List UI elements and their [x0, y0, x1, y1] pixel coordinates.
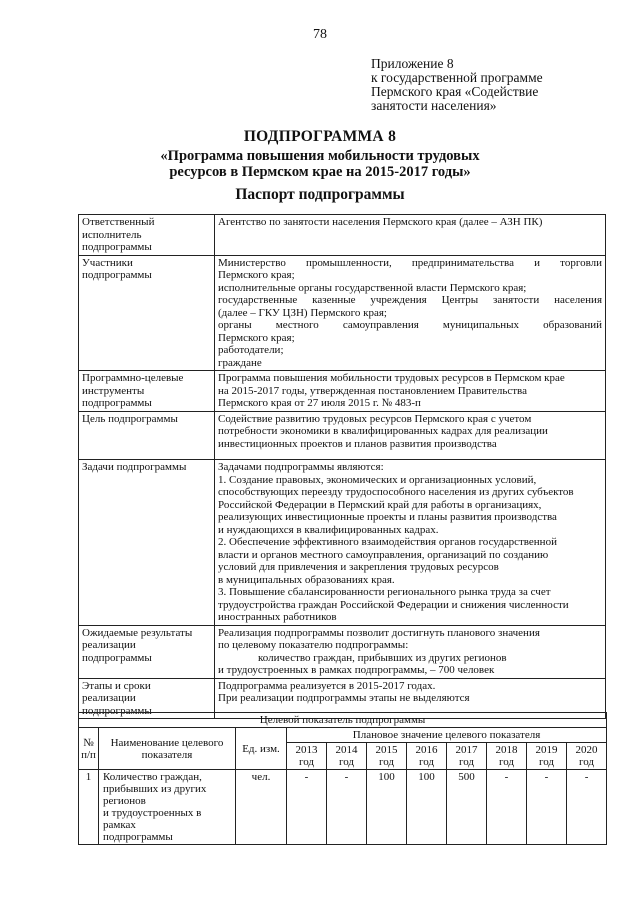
- label-line: подпрограммы: [82, 397, 152, 409]
- value-line: При реализации подпрограммы этапы не выделяются: [218, 692, 470, 704]
- label-line: Цель подпрограммы: [82, 412, 178, 425]
- year-header: 2014 год: [327, 743, 367, 770]
- value-line: органы местного самоуправления муниципальных образований: [218, 319, 602, 331]
- indicator-value: -: [487, 770, 527, 845]
- value-line: Реализация подпрограммы позволит достигнуть планового значения: [218, 626, 540, 639]
- passport-label: [79, 371, 215, 412]
- target-indicator-table: [78, 712, 607, 845]
- value-line: способствующих переезду трудоспособного населения из других субъектов: [218, 486, 574, 498]
- appendix-line: Приложение 8: [371, 56, 454, 71]
- value-line: Пермского края;: [218, 331, 295, 344]
- value-line: (далее – ГКУ ЦЗН) Пермского края;: [218, 306, 387, 319]
- indicator-value: -: [327, 770, 367, 845]
- label-line: Ожидаемые результаты: [82, 626, 193, 639]
- indicator-name-line: и трудоустроенных в рамках: [103, 807, 202, 831]
- value-line: количество граждан, прибывших из других регионов: [258, 651, 507, 664]
- appendix-note: [371, 57, 611, 113]
- passport-value: [215, 411, 606, 460]
- value-line: работодатели;: [218, 344, 284, 356]
- value-line: Содействие развитию трудовых ресурсов Пермского края с учетом: [218, 412, 532, 425]
- value-line: инвестиционных проектов и планов развития производства: [218, 437, 497, 450]
- value-line: на 2015-2017 годы, утвержденная постановлением Правительства: [218, 384, 527, 397]
- indicator-name-line: Количество граждан,: [103, 771, 202, 783]
- value-line: Министерство промышленности, предпринимательства и торговли: [218, 256, 602, 269]
- value-line: и нуждающихся в квалифицированных кадрах.: [218, 523, 439, 536]
- value-line: Пермского края;: [218, 269, 295, 281]
- passport-row-goal: [79, 411, 606, 460]
- label-line: Ответственный: [82, 216, 155, 228]
- passport-label: [79, 255, 215, 371]
- indicator-name-line: подпрограммы: [103, 831, 173, 843]
- value-line: граждане: [218, 356, 262, 369]
- indicator-name-line: регионов: [103, 795, 146, 807]
- value-line: Пермского края от 27 июля 2015 г. № 483-п: [218, 397, 421, 409]
- passport-value: [215, 215, 606, 256]
- year-header: 2019 год: [527, 743, 567, 770]
- indicator-value: -: [527, 770, 567, 845]
- value-line: Российской Федерации в Пермский край для работы в организациях,: [218, 498, 542, 511]
- passport-table: [78, 214, 606, 719]
- passport-label: [79, 625, 215, 678]
- passport-row-instruments: [79, 371, 606, 412]
- col-unit-header: Ед. изм.: [236, 728, 287, 770]
- value-line: Задачами подпрограммы являются:: [218, 461, 384, 473]
- value-line: трудоустройства граждан Российской Федерации и снижения численности: [218, 598, 569, 611]
- label-line: инструменты: [82, 384, 145, 397]
- year-header: 2015 год: [367, 743, 407, 770]
- indicator-unit: чел.: [236, 770, 287, 845]
- value-line: потребности экономики в квалифицированных кадрах для реализации: [218, 425, 548, 437]
- appendix-line: занятости населения»: [371, 98, 497, 113]
- label-line: Участники: [82, 256, 133, 269]
- passport-row-results: [79, 625, 606, 678]
- target-header-row: [79, 728, 607, 743]
- value-line: 1. Создание правовых, экономических и организационных условий,: [218, 473, 537, 486]
- passport-label: [79, 215, 215, 256]
- value-line: Агентство по занятости населения Пермского края (далее – АЗН ПК): [218, 216, 543, 228]
- value-line: иностранных работников: [218, 611, 337, 623]
- page-number: 78: [313, 27, 327, 42]
- appendix-line: Пермского края «Содействие: [371, 84, 539, 99]
- value-line: Программа повышения мобильности трудовых ресурсов в Пермском крае: [218, 372, 565, 384]
- passport-label: [79, 460, 215, 626]
- passport-title: Паспорт подпрограммы: [235, 186, 405, 203]
- passport-row-tasks: [79, 460, 606, 626]
- value-line: власти и органов местного самоуправления, организаций по созданию: [218, 548, 549, 561]
- label-line: подпрограммы: [82, 651, 152, 664]
- label-line: реализации: [82, 692, 136, 704]
- value-line: 3. Повышение сбалансированности регионального рынка труда за счет: [218, 586, 551, 598]
- program-name-line: «Программа повышения мобильности трудовых: [160, 148, 480, 164]
- program-name: [0, 148, 640, 180]
- indicator-value: 100: [367, 770, 407, 845]
- value-line: Подпрограмма реализуется в 2015-2017 годах.: [218, 679, 436, 692]
- indicator-name: [99, 770, 236, 845]
- label-line: реализации: [82, 639, 136, 651]
- indicator-name-line: прибывших из других: [103, 783, 207, 795]
- passport-value: [215, 371, 606, 412]
- target-title-row: [79, 713, 607, 728]
- passport-value: [215, 460, 606, 626]
- appendix-line: к государственной программе: [371, 70, 543, 85]
- value-line: и трудоустроенных в рамках подпрограммы, – 700 человек: [218, 664, 495, 676]
- indicator-value: 500: [447, 770, 487, 845]
- indicator-value: 100: [407, 770, 447, 845]
- value-line: 2. Обеспечение эффективного взаимодействия органов государственной: [218, 536, 557, 548]
- col-number-header: № п/п: [79, 728, 99, 770]
- col-plan-header: Плановое значение целевого показателя: [287, 728, 607, 743]
- table-row: [79, 770, 607, 845]
- row-number: 1: [79, 770, 99, 845]
- value-line: государственные казенные учреждения Центры занятости населения: [218, 294, 602, 306]
- year-header: 2017 год: [447, 743, 487, 770]
- value-line: по целевому показателю подпрограммы:: [218, 639, 409, 651]
- indicator-value: -: [567, 770, 607, 845]
- col-name-header: Наименование целевого показателя: [99, 728, 236, 770]
- label-line: подпрограммы: [82, 269, 152, 281]
- year-header: 2018 год: [487, 743, 527, 770]
- year-header: 2020 год: [567, 743, 607, 770]
- passport-row-responsible: [79, 215, 606, 256]
- label-line: Этапы и сроки: [82, 679, 151, 692]
- year-header: 2013 год: [287, 743, 327, 770]
- value-line: в муниципальных образованиях края.: [218, 573, 395, 586]
- subprogram-title: ПОДПРОГРАММА 8: [243, 128, 397, 145]
- label-line: Задачи подпрограммы: [82, 461, 187, 473]
- label-line: подпрограммы: [82, 704, 152, 717]
- label-line: подпрограммы: [82, 241, 152, 253]
- program-name-line: ресурсов в Пермском крае на 2015-2017 годы»: [169, 164, 471, 180]
- label-line: Программно-целевые: [82, 372, 184, 384]
- target-table-title: Целевой показатель подпрограммы: [79, 713, 607, 728]
- passport-row-participants: [79, 255, 606, 371]
- year-header: 2016 год: [407, 743, 447, 770]
- passport-value: [215, 255, 606, 371]
- passport-value: [215, 625, 606, 678]
- value-line: реализующих инвестиционные проекты и планы развития производства: [218, 511, 557, 523]
- value-line: исполнительные органы государственной власти Пермского края;: [218, 281, 527, 294]
- indicator-value: -: [287, 770, 327, 845]
- value-line: условий для привлечения и закрепления трудовых ресурсов: [218, 561, 499, 573]
- passport-label: [79, 411, 215, 460]
- label-line: исполнитель: [82, 228, 142, 241]
